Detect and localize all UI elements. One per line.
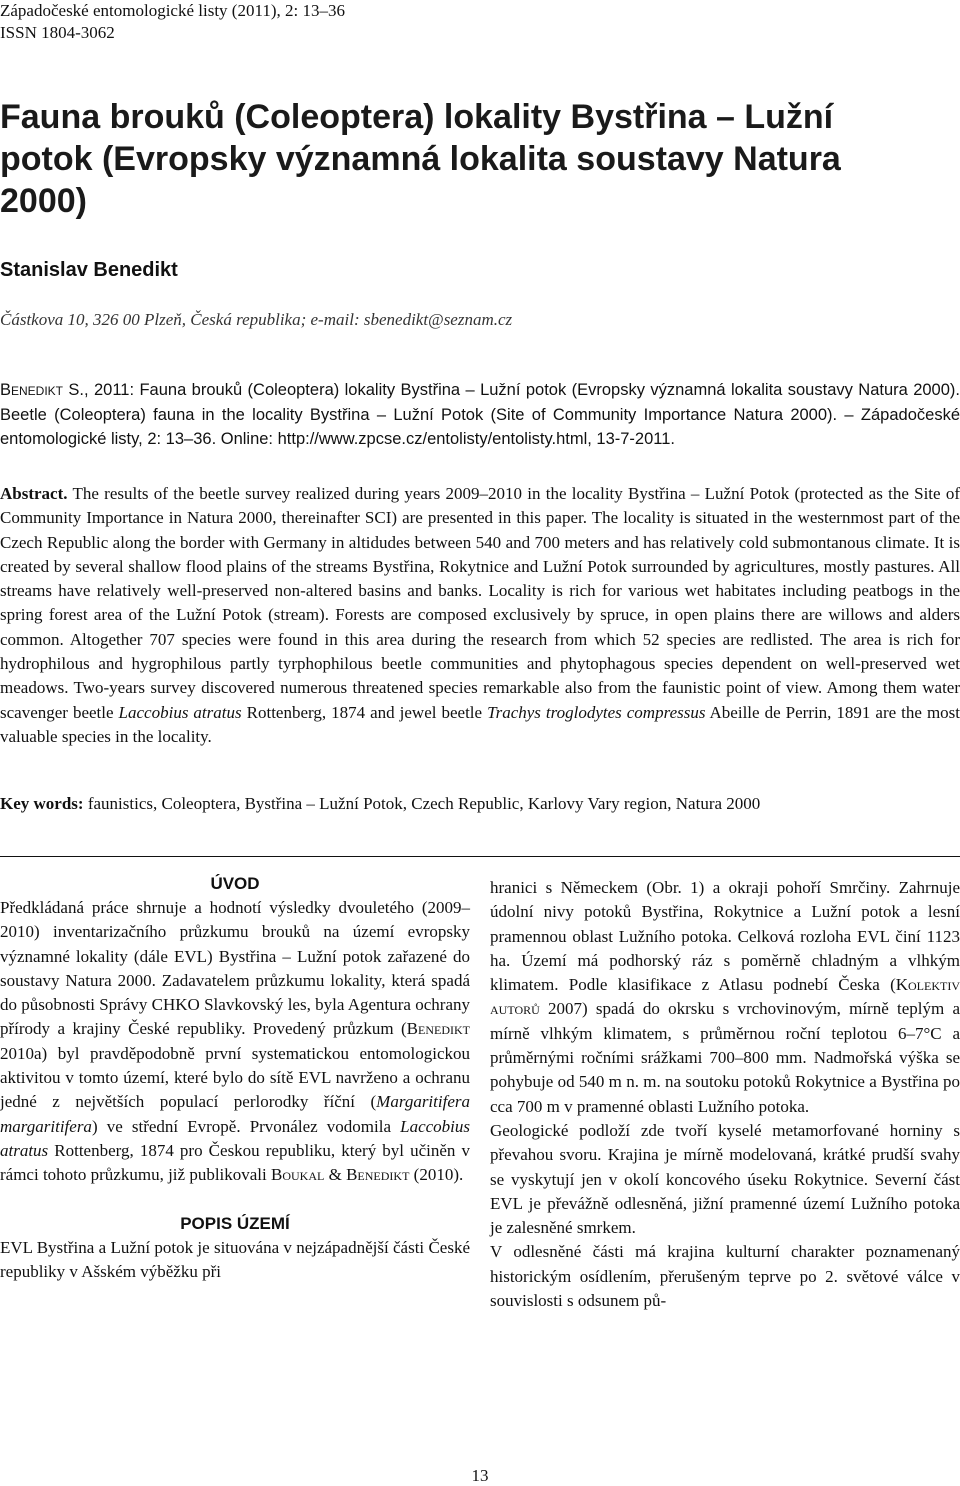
journal-issn: ISSN 1804-3062 bbox=[0, 23, 115, 42]
popis-ref-kolektiv: Kolektiv autorů bbox=[490, 975, 960, 1019]
popis-heading: POPIS ÚZEMÍ bbox=[180, 1213, 290, 1233]
page-number: 13 bbox=[471, 1466, 489, 1485]
section-divider bbox=[0, 856, 960, 857]
article-title: Fauna brouků (Coleoptera) lokality Bystřina – Lužní potok (Evropsky významná lokalita soustavy Natura 2000) bbox=[0, 98, 841, 220]
citation-author: Benedikt bbox=[0, 381, 64, 399]
right-column bbox=[490, 876, 960, 1313]
uvod-text-5: & bbox=[324, 1165, 347, 1185]
keywords bbox=[0, 794, 760, 814]
uvod-text-1: Předkládaná práce shrnuje a hodnotí výsledky dvouletého (2009–2010) inventarizačního průzkumu brouků na území evropsky významné lokality (dále EVL) Bystřina – Lužní potok zařazené do soustavy Natura 2000. Zadavatelem průzkumu lokality, která spadá do působnosti Správy CHKO Slavkovský les, byla Agentura ochrany přírody a krajiny České republiky. Provedený průzkum ( bbox=[0, 898, 470, 1039]
uvod-species-laccobius: Laccobius atratus bbox=[0, 1116, 470, 1160]
citation-text bbox=[0, 378, 960, 452]
popis-text-1: hranici s Německem (Obr. 1) a okraji pohoří Smrčiny. Zahrnuje údolní nivy potoků Bystřina, Rokytnice a Lužní potok a lesní pramennou oblast Lužního potoka. Celková rozloha EVL činí 1123 ha. Území má podhorský ráz s poměrně chladným a vlhkým klimatem. Podle klasifikace z Atlasu podnebí Česka ( bbox=[490, 878, 960, 995]
abstract-species-1: Laccobius atratus bbox=[118, 702, 242, 722]
citation-block bbox=[0, 378, 960, 452]
author-affiliation: Částkova 10, 326 00 Plzeň, Česká republika; e-mail: sbenedikt@seznam.cz bbox=[0, 310, 513, 329]
abstract-text-3: Abeille de Perrin, 1891 are the most valuable species in the locality. bbox=[0, 702, 960, 746]
author-name: Stanislav Benedikt bbox=[0, 259, 178, 281]
popis-text-2: 2007) spadá do okrsku s vrchovinovým, mírně teplým a mírně vlhkým klimatem, s průměrnou roční teplotou 6–7°C a průměrnými ročními srážkami 700–800 mm. Nadmořská výška se pohybuje od 540 m n. m. na soutoku potoků Rokytnice a Bystřina po cca 700 m v pramenné oblasti Lužního potoka. bbox=[490, 999, 960, 1116]
keywords-label: Key words: bbox=[0, 794, 84, 813]
uvod-text-4: Rottenberg, 1874 pro Českou republiku, který byl učiněn v rámci tohoto průzkumu, již publikovali bbox=[0, 1140, 470, 1185]
abstract bbox=[0, 482, 960, 749]
uvod-text-2: 2010a) byl pravděpodobně první systematickou entomologickou aktivitou v tomto území, které bylo do sítě EVL navrženo a ochranu jedné z největších populací perlorodky říční ( bbox=[0, 1043, 470, 1112]
uvod-paragraph bbox=[0, 896, 470, 1188]
journal-header bbox=[0, 0, 345, 44]
uvod-text-3: ) ve střední Evropě. Prvonález vodomila bbox=[91, 1116, 401, 1136]
popis-continued-paragraph bbox=[490, 876, 960, 1119]
citation-body: S., 2011: Fauna brouků (Coleoptera) lokality Bystřina – Lužní potok (Evropsky významná lokalita soustavy Natura 2000). Beetle (Coleoptera) fauna in the locality Bystřina – Lužní Potok (Site of Community Importance Natura 2000). – Západočeské entomologické listy, 2: 13–36. Online: http://www.zpcse.cz/entolisty/entolisty.html, 13-7-2011. bbox=[0, 381, 960, 448]
uvod-ref-benedikt: Benedikt bbox=[406, 1019, 470, 1039]
landscape-paragraph: V odlesněné části má krajina kulturní charakter poznamenaný historickým osídlením, přerušeným teprve po 2. světové válce v souvislosti s odsunem pů- bbox=[490, 1242, 960, 1311]
abstract-text-2: Rottenberg, 1874 and jewel beetle bbox=[241, 702, 488, 722]
abstract-text-1: The results of the beetle survey realized during years 2009–2010 in the locality Bystřina – Lužní Potok (protected as the Site of Community Importance in Natura 2000, thereinafter SCI) are presented in this paper. The locality is situated in the westernmost part of the Czech Republic along the border with Germany in altidudes between 540 and 700 meters and has relatively cold submontanous climate. It is created by several shallow flood plains of the streams Bystřina, Rokytnice and Lužní Potok surrounded by agricultures, mostly pastures. All streams have relatively well-preserved non-altered basins and banks. Locality is rich for various wet habitates including peatbogs in the spring forest area of the Lužní Potok (stream). Forests are composed exclusively by spruce, in open plains there are willows and alders common. Altogether 707 species were found in this area during the research from which 52 species are redlisted. The area is rich for hydrophilous and hygrophilous partly tyrphophilous beetle communities and phytophagous species dependent on well-preserved wet meadows. Two-years survey discovered numerous threatened species remarkable also from the faunistic point of view. Among them water scavenger beetle bbox=[0, 484, 960, 722]
left-column bbox=[0, 872, 470, 1284]
abstract-label: Abstract. bbox=[0, 484, 68, 503]
uvod-ref-boukal: Boukal bbox=[271, 1165, 325, 1185]
uvod-heading: ÚVOD bbox=[210, 874, 260, 893]
uvod-text-6: (2010). bbox=[409, 1165, 464, 1185]
journal-header-line1: Západočeské entomologické listy (2011), 2: 13–36 bbox=[0, 1, 345, 20]
uvod-ref-benedikt-2: Benedikt bbox=[346, 1165, 410, 1185]
geology-paragraph: Geologické podloží zde tvoří kyselé metamorfované horniny s převahou svoru. Krajina je mírně modelovaná, krátké prudší svahy se vyskytují jen v okolí koncového úseku Rokytnice. Severní část EVL je převážně odlesněná, jižní pramenné území Lužního potoka je zalesněné smrkem. bbox=[490, 1120, 960, 1238]
popis-paragraph: EVL Bystřina a Lužní potok je situována v nejzápadnější části České republiky v Ašském výběžku při bbox=[0, 1237, 470, 1281]
keywords-text: faunistics, Coleoptera, Bystřina – Lužní Potok, Czech Republic, Karlovy Vary region, Natura 2000 bbox=[83, 794, 761, 813]
uvod-species-margaritifera: Margaritifera margaritifera bbox=[0, 1092, 470, 1136]
abstract-species-2: Trachys troglodytes compressus bbox=[487, 702, 706, 722]
